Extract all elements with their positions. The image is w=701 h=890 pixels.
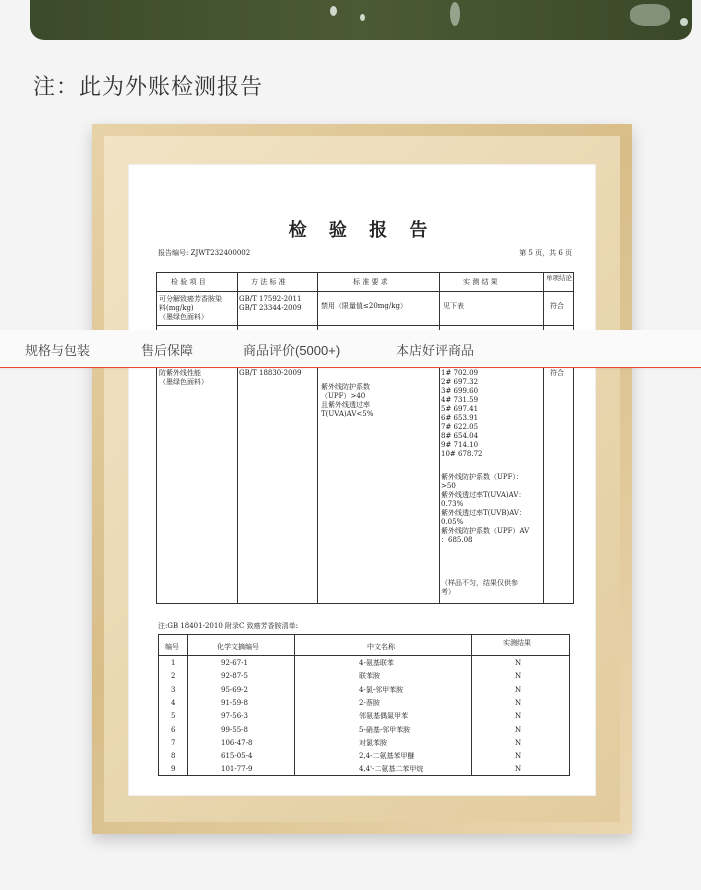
header-method: 方 法 标 准 xyxy=(251,278,286,286)
amine-cas: 91-59-8 xyxy=(221,698,248,707)
amine-result: N xyxy=(515,725,522,734)
row1-conclusion: 符合 xyxy=(550,302,564,310)
amine-result: N xyxy=(515,752,522,761)
amine-list-note: 注:GB 18401-2010 附录C 致癌芳香胺清单: xyxy=(158,622,298,630)
amine-name: 邻氨基偶氮甲苯 xyxy=(359,712,408,721)
header-requirement: 标 准 要 求 xyxy=(353,278,388,286)
row1-method: GB/T 17592-2011 GB/T 23344-2009 xyxy=(239,295,302,312)
amine-result: N xyxy=(515,698,522,707)
amine-no: 2 xyxy=(171,672,176,681)
amine-no: 8 xyxy=(171,752,176,761)
tab-reviews[interactable]: 商品评价(5000+) xyxy=(243,343,341,358)
amine-name: 联苯胺 xyxy=(359,672,380,681)
amine-name: 4-氨基联苯 xyxy=(359,659,394,667)
row1-requirement: 禁用（限量值≤20mg/kg） xyxy=(321,302,407,310)
page-heading: 注：此为外账检测报告 xyxy=(33,75,264,100)
amine-no: 3 xyxy=(171,685,176,694)
amine-no: 9 xyxy=(171,765,176,774)
amine-cas: 99-55-8 xyxy=(221,725,248,734)
amine-result: N xyxy=(515,672,522,681)
row1-item: 可分解致癌芳香胺染 料(mg/kg) （墨绿色面料） xyxy=(159,295,222,321)
amine-cas: 92-67-1 xyxy=(221,659,248,667)
amine-cas: 95-69-2 xyxy=(221,685,248,694)
amine-name: 5-硝基-邻甲苯胺 xyxy=(359,725,411,734)
header-conclusion: 单项结论 xyxy=(546,274,572,282)
top-banner-image xyxy=(30,0,692,40)
tab-store-top-rated[interactable]: 本店好评商品 xyxy=(396,343,475,358)
row2-method: GB/T 18830-2009 xyxy=(239,369,302,377)
amine-no: 7 xyxy=(171,738,176,747)
amine-name: 4-氯-邻甲苯胺 xyxy=(359,685,404,694)
row1-result: 见下表 xyxy=(443,302,464,310)
header-item: 检 验 项 目 xyxy=(171,278,206,286)
amine-cas: 615-05-4 xyxy=(221,752,253,761)
amine-cas: 106-47-8 xyxy=(221,738,253,747)
tab-after-sales[interactable]: 售后保障 xyxy=(141,343,194,358)
test-report-document xyxy=(128,164,596,796)
amine-name: 2,4-二氨基苯甲醚 xyxy=(359,752,415,761)
report-page-info: 第 5 页，共 6 页 xyxy=(519,249,572,257)
header-result: 实 测 结 果 xyxy=(463,278,498,286)
amine-name: 2-萘胺 xyxy=(359,698,380,707)
amine-header-no: 编号 xyxy=(165,643,179,651)
amine-table xyxy=(158,634,570,776)
amine-header-name: 中文名称 xyxy=(367,643,395,651)
row2-item: 防紫外线性能 （墨绿色面料） xyxy=(159,369,208,386)
amine-no: 6 xyxy=(171,725,176,734)
tab-specs-packaging[interactable]: 规格与包装 xyxy=(25,343,91,358)
amine-result: N xyxy=(515,659,522,667)
amine-cas: 101-77-9 xyxy=(221,765,253,774)
amine-result: N xyxy=(515,765,522,774)
amine-cas: 92-87-5 xyxy=(221,672,248,681)
product-tab-nav xyxy=(0,330,701,368)
amine-name: 对氯苯胺 xyxy=(359,738,387,747)
row2-summary: 紫外线防护系数（UPF）： >50 紫外线透过率T(UVA)AV： 0.73% 紫外线透过率T(UVB)AV： 0.05% 紫外线防护系数（UPF）AV ：685.08 xyxy=(441,473,530,544)
amine-no: 4 xyxy=(171,698,176,707)
results-table xyxy=(156,272,574,604)
row2-requirement: 紫外线防护系数 （UPF）>40 且紫外线透过率 T(UVA)AV<5% xyxy=(321,383,374,418)
row2-conclusion: 符合 xyxy=(550,369,564,377)
amine-name: 4,4'-二氨基二苯甲烷 xyxy=(359,765,424,774)
amine-header-result: 实测结果 xyxy=(503,639,531,647)
amine-result: N xyxy=(515,712,522,721)
amine-result: N xyxy=(515,685,522,694)
amine-cas: 97-56-3 xyxy=(221,712,248,721)
amine-header-cas: 化学文摘编号 xyxy=(217,643,259,651)
amine-no: 5 xyxy=(171,712,176,721)
report-number: 报告编号: ZJWT232400002 xyxy=(158,249,251,257)
amine-result: N xyxy=(515,738,522,747)
row2-note: （样品不匀，结果仅供参 考） xyxy=(441,579,518,596)
row2-readings: 1# 702.09 2# 697.32 3# 699.60 4# 731.59 5# 697.41 6# 653.91 7# 622.05 8# 654.04 9# 714.10 10# 678.72 xyxy=(441,369,483,458)
amine-no: 1 xyxy=(171,659,176,667)
report-title: 检 验 报 告 xyxy=(288,220,436,241)
